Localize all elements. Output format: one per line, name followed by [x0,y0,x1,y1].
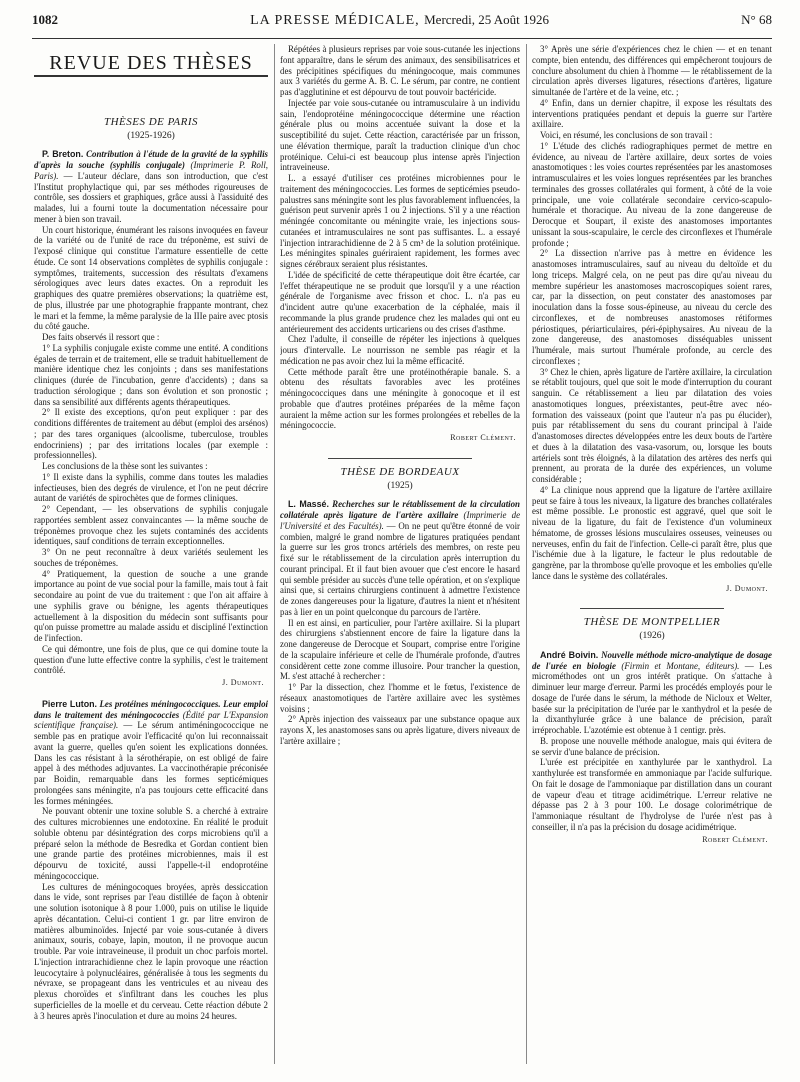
column-1 [34,44,268,1074]
page-number: 1082 [32,12,58,27]
article-paragraph: Ce qui démontre, une fois de plus, que ce qui domine toute la question d'une lutte effective contre la syphilis, c'est le traitement contrôlé. [34,643,268,676]
article-work-title: Contribution à l'étude de la gravité de la syphilis d'après la souche (syphilis conjugale) [34,149,268,170]
article-publisher: (Imprimerie de l'Université et des Facultés). [280,510,520,531]
article-luton [34,699,268,1022]
article-paragraph: 2° Cependant, — les observations de syphilis conjugale rapportées semblent assez convaincantes — la même souche de tréponèmes provoque chez les sujets contaminés des accidents identiques, sauf conditions de terrain exceptionnelles. [34,504,268,547]
article-paragraph: Chez l'adulte, il conseille de répéter les injections à quelques jours d'intervalle. Le nourrisson ne semble pas réagir et la médication ne pas avoir chez lui la même efficacité. [280,334,520,366]
header-rule [32,38,772,39]
article-paragraph: — Le sérum antiméningococcique ne semble pas en pratique avoir l'efficacité qu'on lui reconnaissait avant la guerre, quelles qu'en soient les explications données. Dans les cas résistant à la sérothérapie, on est obligé de faire appel à des méthodes adjuvantes. La vaccinothérapie préconisée par Boidin, remarquable dans les formes septicémiques prolongées sans méningite, n'a pas toujours cette efficacité dans les formes méningées. [34,720,268,806]
journal-title [250,12,549,29]
article-paragraph: 1° La syphilis conjugale existe comme une entité. A conditions égales de terrain et de traitement, elle se traduit habituellement de manière identique chez les conjoints ; dans ses manifestations cliniques (durée de l'incubation, genre d'accidents) ; dans sa traduction sérologique ; dans son évolution et son pronostic ; dans sa sensibilité aux différents agents thérapeutiques. [34,342,268,407]
article-boivin [532,650,772,846]
article-breton [34,149,268,689]
article-signature: Robert Clément. [702,834,768,844]
page-header [32,12,772,34]
article-work-title: Les protéines méningococciques. Leur emploi dans le traitement des méningococcies [34,698,268,720]
article-paragraph: — L'auteur déclare, dans son introduction, que c'est l'Institut prophylactique qui, par ses méthodes rigoureuses de contrôle, ses dossiers et graphiques, grâce aussi à l'assiduité des malades, lui a fourni toute la documentation nécessaire pour mener à bien son travail. [34,170,268,224]
article-lead [34,699,268,807]
article-lead [34,149,268,224]
article-lead [532,650,772,736]
column-2 [280,44,520,1074]
section-divider [328,458,472,459]
section-heading: REVUE DES THÈSES [34,44,268,77]
article-author: P. Breton. [42,149,84,160]
article-paragraph: Ne pouvant obtenir une toxine soluble S. a cherché à extraire des cultures microbiennes une endotoxine. En réalité le produit soluble obtenu par désintégration des corps microbiens qu'il a préparé selon la méthode de Besredka et Gordan contient bien une grande partie des protéines microbiennes, mais il est dépourvu de toxicité, aussi l'appelle-t-il endoprotéine méningococcique. [34,806,268,881]
issue-date: Mercredi, 25 Août 1926 [424,12,550,27]
article-publisher: (Édité par L'Expansion scientifique française). [34,709,268,731]
article-signature: J. Dumont. [726,583,768,593]
article-paragraph: Cette méthode paraît être une protéinothérapie banale. S. a obtenu des résultats favorables avec les protéines méningococciques dans une méningite à gonocoque et il est probable que d'autres protéines préparées de la même façon auraient la même action sur les formes prolongées et rebelles de la méningococcie. [280,366,520,431]
article-paragraph: L'urée est précipitée en xanthylurée par le xanthydrol. La xanthylurée est transformée en ammoniaque par l'acide sulfurique. On fait le dosage de l'ammoniaque par distillation dans un courant de vapeur d'eau et titrage acidimétrique. L'erreur relative ne dépasse pas 2 à 3 pour 100. Le dosage colorimétrique de l'ammoniaque résultant de l'hydrolyse de l'urée n'est pas à conseiller, il n'a pas la précision du dosage acidimétrique. [532,757,772,832]
section-year-bordeaux: (1925) [387,480,413,491]
article-paragraph: 3° On ne peut reconnaître à deux variétés seulement les souches de tréponèmes. [34,547,268,568]
section-year-montpellier: (1926) [639,631,665,641]
article-paragraph: Les conclusions de la thèse sont les suivantes : [42,461,208,471]
article-work-title: Nouvelle méthode micro-analytique de dosage de l'urée en biologie [532,649,772,671]
article-signature: J. Dumont. [222,678,264,687]
article-paragraph: 2° Il existe des exceptions, qu'on peut expliquer : par des conditions différentes de traitement au début (emploi des arsénos) ; par des tares organiques (alcoolisme, tuberculose, troubles endocriniens) ; par des irritations locales (par exemple : professionnelles). [34,407,268,461]
article-paragraph: 1° Par la dissection, chez l'homme et le fœtus, l'existence de réseaux anastomotiques de l'artère axillaire avec les systèmes voisins ; [280,682,520,714]
article-paragraph: 4° La clinique nous apprend que la ligature de l'artère axillaire peut se faire à tous les niveaux, la ligature des branches collatérales est même possible. Le pronostic est aggravé, quel que soit le niveau de la ligature, du fait de l'existence d'un volumineux hématome, de grosses lésions musculaires osseuses, veineuses ou nerveuses, enfin du fait de l'infection. Celle-ci paraît être, plus que l'ischémie due à la ligature, le facteur le plus redoutable de gangrène, par la thrombose qu'elle provoque et les embolies qu'elle lance dans le système des collatérales. [532,484,772,581]
article-paragraph: L'idée de spécificité de cette thérapeutique doit être écartée, car l'effet thérapeutique ne se produit que lorsqu'il y a une réaction générale de l'organisme avec frisson et choc. L. n'a pas eu d'incident autre qu'une exacerbation de la céphalée, mais il recommande la plus grande prudence chez les malades qui ont eu antérieurement des accidents urticariens ou des crises d'asthme. [280,269,520,334]
section-divider [580,608,724,609]
article-paragraph: — Les microméthodes ont un gros intérêt pratique. On s'attache à diminuer leur marge d'erreur. Parmi les procédés employés pour le dosage de l'urée dans le sérum, la méthode de Nicloux et Welter, basée sur la précipitation de l'urée par le xanthydrol et la pesée de la dixanthylurée grâce à une balance de précision, paraît irréprochable. L'azotémie est obtenue à 1 centigr. près. [532,660,772,735]
article-author: L. Massé. [288,499,329,510]
article-paragraph: 3° Après une série d'expériences chez le chien — et en tenant compte, bien entendu, des différences qui empêcheront toujours de conclure absolument du chien à l'homme — le rétablissement de la circulation après diverses ligatures, résections d'artères, ligature simultanée de l'artère et de la veine, etc. ; [532,44,772,97]
article-paragraph: Les cultures de méningocoques broyées, après dessiccation dans le vide, sont reprises par l'eau distillée de façon à obtenir une solution isotonique à 8 pour 1.000, puis on utilise le liquide après décantation. Celui-ci contient 1 gr. par litre environ de matières albuminoïdes. Injecté par voie sous-cutanée à divers animaux, souris, cobaye, lapin, mouton, il ne provoque aucun trouble. Par voie intraveineuse, il produit un choc parfois mortel. L'injection intrarachidienne chez le lapin provoque une réaction leucocytaire à polynucléaires, généralisée à tous les segments du névraxe, se propageant dans les ventricules et au niveau des plexus choroïdes et s'infiltrant dans les couches les plus superficielles de la moelle et du cerveau. Cette réaction débute 2 à 3 heures après l'inoculation et dure au moins 24 heures. [34,881,268,1021]
column-divider [526,44,527,1064]
section-title-bordeaux: THÈSE DE BORDEAUX [340,465,460,478]
article-paragraph: 2° Après injection des vaisseaux par une substance opaque aux rayons X, les anastomoses sans ou après ligature, divers niveaux de l'artère axillaire ; [280,714,520,746]
article-paragraph: B. propose une nouvelle méthode analogue, mais qui évitera de se servir d'une balance de précision. [532,735,772,757]
article-paragraph: Il en est ainsi, en particulier, pour l'artère axillaire. Si la plupart des chirurgiens s'abstiennent encore de faire la ligature dans la zone dangereuse de Derocque et Soupart, comprise entre l'origine de la scapulaire inférieure et celle de l'humérale profonde, d'autres considèrent cette zone comme illusoire. Pour trancher la question, M. s'est attaché à rechercher : [280,617,520,682]
article-publisher: (Firmin et Montane, éditeurs). [621,660,740,671]
article-paragraph: Injectée par voie sous-cutanée ou intramusculaire à un individu sain, l'endoprotéine méningococcique détermine une réaction générale plus ou moins accentuée suivant la dose et la susceptibilité du sujet. Cette réaction, caractérisée par un frisson, une élévation thermique, paraît la traduction clinique d'un choc protéinique. Celui-ci est beaucoup plus intense après l'injection intraveineuse. [280,97,520,173]
article-masse [280,499,520,746]
section-title-montpellier: THÈSE DE MONTPELLIER [583,616,721,629]
article-publisher: (Imprimerie P. Roll, Paris). [34,160,268,181]
article-author: André Boivin. [540,649,599,660]
section-title-paris: THÈSES DE PARIS [103,115,199,128]
article-paragraph: L. a essayé d'utiliser ces protéines microbiennes pour le traitement des méningococcies. Les formes de septicémies pseudo-palustres sans méningite sont les plus favorablement influencées, la guérison peut survenir après 1 ou 2 injections. S'il y a une réaction méningée concomitante ou méningite vraie, les injections sous-cutanées et intramusculaires ne sont pas suffisantes. L. a essayé l'injection intrarachidienne de 2 à 5 cm³ de la solution protéinique. Les méningites spinales guériraient rapidement, les formes avec signes cérébraux seraient plus résistantes. [280,173,520,269]
column-divider [274,44,275,1064]
article-paragraph: 2° La dissection n'arrive pas à mettre en évidence les anastomoses intramusculaires, sauf au niveau du deltoïde et du long triceps. Malgré cela, on ne peut pas dire qu'au niveau du membre supérieur les anastomoses macroscopiques soient rares, car, par la dissection, on peut constater des anastomoses par inoculation dans la fosse sous-épineuse, au niveau du cercle des circonflexes, et de nombreuses anastomoses rétiformes périostiques, périarticulaires, péri-épiphysaires. Au niveau de la zone dangereuse, des anastomoses disséquables unissent l'humérale, mais surtout l'humérale profonde, au cercle des circonflexes ; [532,248,772,366]
column-3 [532,44,772,1074]
article-signature: Robert Clément. [450,433,516,442]
article-paragraph: Voici, en résumé, les conclusions de son travail : [540,130,713,140]
issue-number: N° 68 [741,12,772,27]
article-paragraph: 4° Enfin, dans un dernier chapitre, il expose les résultats des interventions pratiquées pendant et depuis la guerre sur l'artère axillaire. [532,97,772,130]
article-paragraph: Un court historique, énumérant les raisons invoquées en faveur de la variété ou de l'unité de race du tréponème, est suivi de l'exposé clinique qui constitue l'armature essentielle de cette étude. Ce sont 14 observations complètes de syphilis conjugale : symptômes, traitements, succession des résultats d'examens sérologiques avec leurs dates exactes. On a reproduit les graphiques des quatre premières observations; la quatrième est, de plus, illustrée par une photographie frappante montrant, chez le mari et la femme, la même paralysie de la IIIe paire avec ptosis du côté gauche. [34,224,268,332]
article-paragraph: Répétées à plusieurs reprises par voie sous-cutanée les injections font apparaître, dans le sérum des animaux, des sensibilisatrices et des précipitines spécifiques du méningocoque, mais communes aux 3 variétés du germe A. B. C. Le sérum, par contre, ne contient pas d'agglutinine et est dépourvu de tout pouvoir bactéricide. [280,44,520,97]
article-paragraph: — On ne peut qu'être étonné de voir combien, malgré le grand nombre de ligatures pratiquées pendant la guerre sur les gros troncs artériels des membres, on reste peu fixé sur le rétablissement de la circulation après interruption du courant principal. Et il faut bien avouer que c'est encore le hasard qui semble présider au succès d'une telle opération, et on s'explique ainsi que, si certains chirurgiens continuent à admettre l'existence de zones dangereuses pour la ligature, d'autres la nient et n'hésitent pas à lier en un point quelconque du parcours de l'artère. [280,520,520,617]
article-author: Pierre Luton. [42,698,98,709]
article-paragraph: 1° L'étude des clichés radiographiques permet de mettre en évidence, au niveau de l'artère axillaire, deux sortes de voies anastomotiques : les voies courtes représentées par les anastomoses intramusculaires et les voies longues représentées par les branches terminales des grosses collatérales qui forment, à côté de la voie principale, une voie collatérale secondaire cervico-scapulo-humérale et thoracique. Au niveau de la zone dangereuse de Derocque et Soupart, il existe des anastomoses importantes unissant la sous-scapulaire, le cercle des circonflexes et l'humérale profonde ; [532,140,772,248]
section-year-paris: (1925-1926) [127,130,175,141]
article-paragraph: 4° Pratiquement, la question de souche a une grande importance au point de vue social pour la famille, mais tout à fait secondaire au point de vue du traitement : que l'on ait affaire à une syphilis grave ou bénigne, les agents thérapeutiques actuellement à la disposition du médecin sont suffisants pour qu'on puisse promettre au malade assidu et discipliné l'extinction de l'infection. [34,568,268,643]
journal-name: LA PRESSE MÉDICALE, [250,13,420,28]
article-paragraph: 1° Il existe dans la syphilis, comme dans toutes les maladies infectieuses, bien des degrés de virulence, et l'on ne peut décrire autant de variétés de spirochètes que de formes cliniques. [34,471,268,504]
article-paragraph: 3° Chez le chien, après ligature de l'artère axillaire, la circulation se rétablit toujours, quel que soit le mode d'interruption du courant sanguin. Ce rétablissement a lieu par dilatation des voies anastomotiques longues, préexistantes, peut-être avec néo-formation des vaisseaux (point que l'auteur n'a pas pu élucider), puis par rétablissement du sens du courant principal à l'aide d'anastomoses directes développées entre les deux bouts de l'artère et dues à la dilatation des vasa-vasorum, ou, lorsque les bouts artériels sont très éloignés, à la dilatation des artères des nerfs qui prennent, au prorata de la durée des expériences, un volume considérable ; [532,366,772,484]
article-lead [280,499,520,617]
article-work-title: Recherches sur le rétablissement de la circulation collatérale après ligature de l'artère axillaire [280,499,520,520]
article-paragraph: Des faits observés il ressort que : [42,332,160,342]
